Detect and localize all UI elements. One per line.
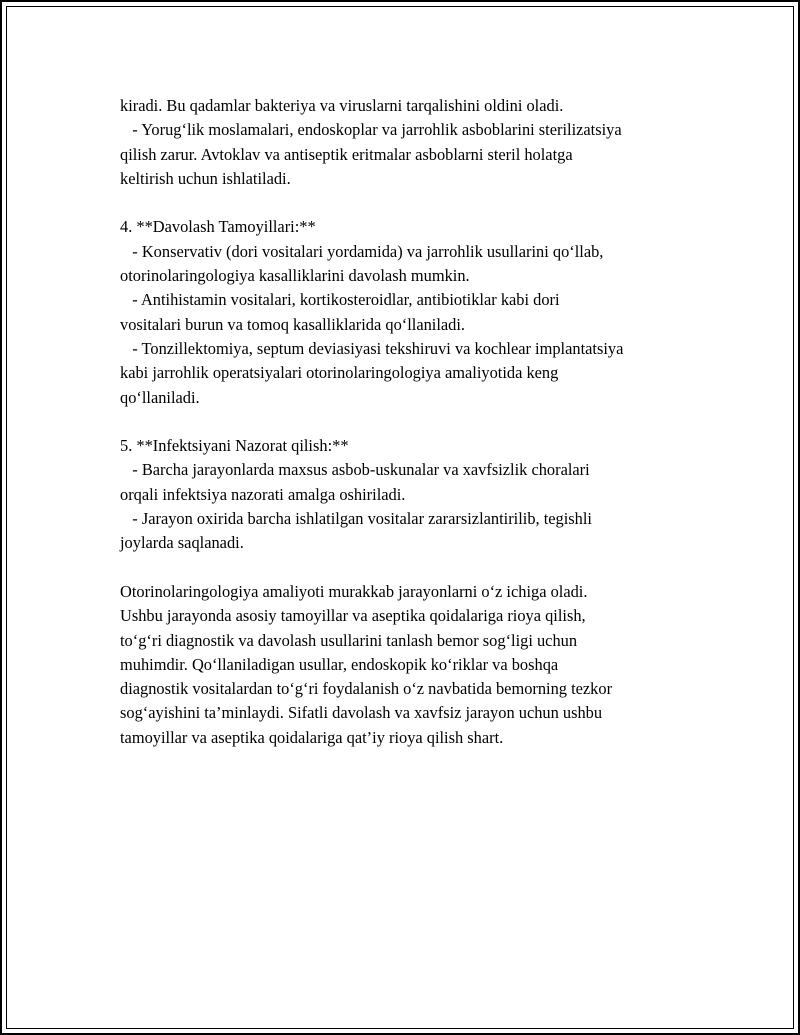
text-line: diagnostik vositalardan to‘g‘ri foydalanish o‘z navbatida bemorning tezkor <box>120 679 613 699</box>
text-line: qo‘llaniladi. <box>120 387 200 407</box>
text-line: Ushbu jarayonda asosiy tamoyillar va aseptika qoidalariga rioya qilish, <box>120 606 586 626</box>
text-line: kabi jarrohlik operatsiyalari otorinolaringologiya amaliyotida keng <box>120 363 559 383</box>
text-line: - Konservativ (dori vositalari yordamida) va jarrohlik usullarini qo‘llab, <box>120 241 604 261</box>
text-line: - Jarayon oxirida barcha ishlatilgan vositalar zararsizlantirilib, tegishli <box>120 509 592 529</box>
text-line: - Antihistamin vositalari, kortikosteroidlar, antibiotiklar kabi dori <box>120 290 560 310</box>
text-line: to‘g‘ri diagnostik va davolash usullarini tanlash bemor sog‘ligi uchun <box>120 630 578 650</box>
text-line: vositalari burun va tomoq kasalliklarida qo‘llaniladi. <box>120 314 466 334</box>
text-line: - Tonzillektomiya, septum deviasiyasi tekshiruvi va kochlear implantatsiya <box>120 338 624 358</box>
text-line: joylarda saqlanadi. <box>120 533 244 553</box>
text-line: qilish zarur. Avtoklav va antiseptik eritmalar asboblarni steril holatga <box>120 144 573 164</box>
text-line: kiradi. Bu qadamlar bakteriya va viruslarni tarqalishini oldini oladi. <box>120 96 564 115</box>
text-line: - Barcha jarayonlarda maxsus asbob-uskunalar va xavfsizlik choralari <box>120 460 590 480</box>
section-heading: 4. **Davolash Tamoyillari:** <box>120 217 316 237</box>
text-line: sog‘ayishini ta’minlaydi. Sifatli davolash va xavfsiz jarayon uchun ushbu <box>120 703 603 723</box>
text-line: orqali infektsiya nazorati amalga oshiriladi. <box>120 484 406 504</box>
text-line: otorinolaringologiya kasalliklarini davolash mumkin. <box>120 266 470 286</box>
document-body <box>120 94 720 750</box>
paragraph-gap <box>120 410 720 434</box>
section-heading: 5. **Infektsiyani Nazorat qilish:** <box>120 436 349 456</box>
text-line: tamoyillar va aseptika qoidalariga qat’iy rioya qilish shart. <box>120 727 504 747</box>
text-line: - Yorug‘lik moslamalari, endoskoplar va jarrohlik asboblarini sterilizatsiya <box>120 120 622 140</box>
text-line: keltirish uchun ishlatiladi. <box>120 168 291 188</box>
text-line: muhimdir. Qo‘llaniladigan usullar, endoskopik ko‘riklar va boshqa <box>120 654 559 674</box>
paragraph-gap <box>120 556 720 580</box>
paragraph-gap <box>120 191 720 215</box>
text-line: Otorinolaringologiya amaliyoti murakkab jarayonlarni o‘z ichiga oladi. <box>120 581 588 601</box>
